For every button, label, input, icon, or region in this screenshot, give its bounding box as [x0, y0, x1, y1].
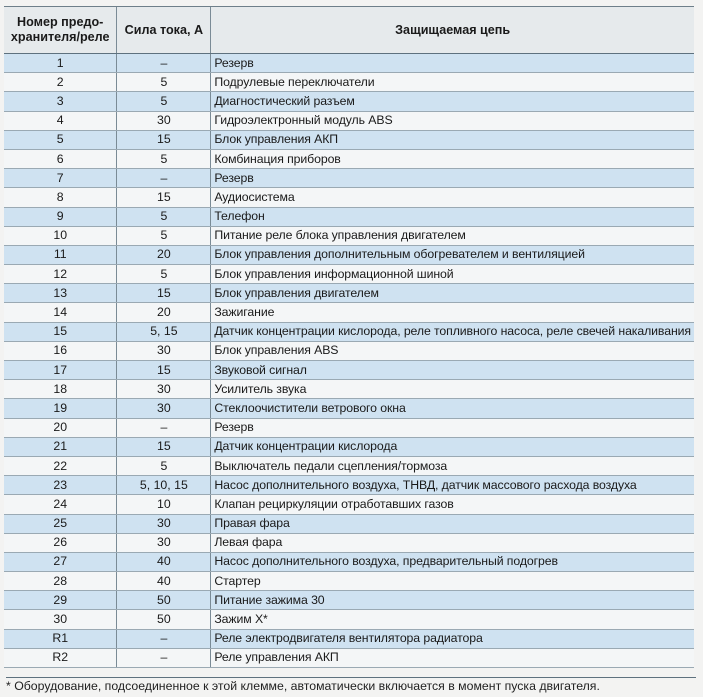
current-cell: 5, 10, 15	[117, 476, 211, 495]
circuit-cell: Питание реле блока управления двигателем	[211, 226, 694, 245]
circuit-cell: Диагностический разъем	[211, 92, 694, 111]
current-cell: 5	[117, 265, 211, 284]
table-row	[4, 111, 694, 130]
fuse-number-cell: R1	[4, 629, 117, 648]
current-cell: 15	[117, 437, 211, 456]
fuse-number-cell: 6	[4, 149, 117, 168]
circuit-cell: Стартер	[211, 572, 694, 591]
table-row	[4, 149, 694, 168]
circuit-cell: Реле управления АКП	[211, 648, 694, 667]
current-cell: 5	[117, 92, 211, 111]
table-row	[4, 341, 694, 360]
circuit-cell: Блок управления ABS	[211, 341, 694, 360]
current-cell: –	[117, 629, 211, 648]
current-cell: 5	[117, 149, 211, 168]
table-row	[4, 245, 694, 264]
circuit-cell: Телефон	[211, 207, 694, 226]
circuit-cell: Звуковой сигнал	[211, 361, 694, 380]
fuse-number-cell: 17	[4, 361, 117, 380]
table-row	[4, 54, 694, 73]
current-cell: 50	[117, 591, 211, 610]
fuse-number-cell: 26	[4, 533, 117, 552]
circuit-cell: Стеклоочистители ветрового окна	[211, 399, 694, 418]
fuse-number-cell: 25	[4, 514, 117, 533]
table-row	[4, 456, 694, 475]
fuse-number-cell: 28	[4, 572, 117, 591]
table-row	[4, 92, 694, 111]
current-cell: 5	[117, 73, 211, 92]
current-cell: 50	[117, 610, 211, 629]
circuit-cell: Гидроэлектронный модуль ABS	[211, 111, 694, 130]
table-row	[4, 399, 694, 418]
table-row	[4, 207, 694, 226]
fuse-number-cell: 18	[4, 380, 117, 399]
table-row	[4, 533, 694, 552]
current-cell: 20	[117, 245, 211, 264]
header-fuse-number: Номер предо-хранителя/реле	[4, 7, 117, 54]
circuit-cell: Насос дополнительного воздуха, предварительный подогрев	[211, 552, 694, 571]
fuse-number-cell: 19	[4, 399, 117, 418]
fuse-number-cell: 29	[4, 591, 117, 610]
current-cell: 5	[117, 207, 211, 226]
footnote: * Оборудование, подсоединенное к этой клемме, автоматически включается в момент пуска двигателя.	[6, 677, 696, 693]
fuse-number-cell: 27	[4, 552, 117, 571]
fuse-number-cell: 13	[4, 284, 117, 303]
table-row	[4, 284, 694, 303]
circuit-cell: Блок управления информационной шиной	[211, 265, 694, 284]
fuse-number-cell: 22	[4, 456, 117, 475]
circuit-cell: Блок управления дополнительным обогревателем и вентиляцией	[211, 245, 694, 264]
table-row	[4, 610, 694, 629]
current-cell: 40	[117, 572, 211, 591]
fuse-table	[4, 7, 694, 668]
table-header-row	[4, 7, 694, 54]
fuse-number-cell: 11	[4, 245, 117, 264]
current-cell: –	[117, 648, 211, 667]
circuit-cell: Резерв	[211, 54, 694, 73]
header-protected-circuit: Защищаемая цепь	[211, 7, 694, 54]
fuse-number-cell: 15	[4, 322, 117, 341]
current-cell: –	[117, 169, 211, 188]
circuit-cell: Правая фара	[211, 514, 694, 533]
table-row	[4, 265, 694, 284]
circuit-cell: Зажим X*	[211, 610, 694, 629]
circuit-cell: Датчик концентрации кислорода, реле топливного насоса, реле свечей накаливания	[211, 322, 694, 341]
current-cell: 30	[117, 111, 211, 130]
table-row	[4, 380, 694, 399]
circuit-cell: Левая фара	[211, 533, 694, 552]
fuse-number-cell: 8	[4, 188, 117, 207]
table-row	[4, 572, 694, 591]
current-cell: 15	[117, 284, 211, 303]
circuit-cell: Усилитель звука	[211, 380, 694, 399]
table-row	[4, 629, 694, 648]
circuit-cell: Насос дополнительного воздуха, ТНВД, датчик массового расхода воздуха	[211, 476, 694, 495]
table-row	[4, 514, 694, 533]
current-cell: 15	[117, 130, 211, 149]
circuit-cell: Блок управления двигателем	[211, 284, 694, 303]
fuse-number-cell: 10	[4, 226, 117, 245]
table-row	[4, 552, 694, 571]
circuit-cell: Клапан рециркуляции отработавших газов	[211, 495, 694, 514]
current-cell: 10	[117, 495, 211, 514]
fuse-number-cell: 9	[4, 207, 117, 226]
current-cell: 30	[117, 380, 211, 399]
circuit-cell: Резерв	[211, 418, 694, 437]
circuit-cell: Аудиосистема	[211, 188, 694, 207]
table-row	[4, 303, 694, 322]
current-cell: 5, 15	[117, 322, 211, 341]
fuse-number-cell: 5	[4, 130, 117, 149]
fuse-table-container	[4, 6, 694, 668]
current-cell: –	[117, 54, 211, 73]
table-row	[4, 130, 694, 149]
table-row	[4, 73, 694, 92]
table-row	[4, 418, 694, 437]
fuse-number-cell: 20	[4, 418, 117, 437]
current-cell: 30	[117, 341, 211, 360]
table-row	[4, 361, 694, 380]
fuse-number-cell: 3	[4, 92, 117, 111]
table-row	[4, 169, 694, 188]
fuse-number-cell: 23	[4, 476, 117, 495]
header-current: Сила тока, А	[117, 7, 211, 54]
table-row	[4, 226, 694, 245]
current-cell: 15	[117, 361, 211, 380]
fuse-number-cell: 30	[4, 610, 117, 629]
current-cell: 30	[117, 399, 211, 418]
circuit-cell: Блок управления АКП	[211, 130, 694, 149]
current-cell: 30	[117, 514, 211, 533]
fuse-number-cell: 4	[4, 111, 117, 130]
current-cell: 5	[117, 456, 211, 475]
circuit-cell: Датчик концентрации кислорода	[211, 437, 694, 456]
circuit-cell: Зажигание	[211, 303, 694, 322]
table-row	[4, 476, 694, 495]
fuse-number-cell: 12	[4, 265, 117, 284]
current-cell: 30	[117, 533, 211, 552]
fuse-number-cell: 21	[4, 437, 117, 456]
current-cell: 5	[117, 226, 211, 245]
fuse-number-cell: 24	[4, 495, 117, 514]
fuse-number-cell: 1	[4, 54, 117, 73]
circuit-cell: Комбинация приборов	[211, 149, 694, 168]
table-row	[4, 437, 694, 456]
fuse-number-cell: R2	[4, 648, 117, 667]
table-row	[4, 188, 694, 207]
circuit-cell: Питание зажима 30	[211, 591, 694, 610]
table-row	[4, 322, 694, 341]
fuse-number-cell: 14	[4, 303, 117, 322]
table-row	[4, 648, 694, 667]
circuit-cell: Подрулевые переключатели	[211, 73, 694, 92]
current-cell: 40	[117, 552, 211, 571]
circuit-cell: Резерв	[211, 169, 694, 188]
current-cell: 20	[117, 303, 211, 322]
circuit-cell: Выключатель педали сцепления/тормоза	[211, 456, 694, 475]
fuse-number-cell: 16	[4, 341, 117, 360]
current-cell: 15	[117, 188, 211, 207]
fuse-number-cell: 7	[4, 169, 117, 188]
table-row	[4, 495, 694, 514]
table-row	[4, 591, 694, 610]
fuse-number-cell: 2	[4, 73, 117, 92]
current-cell: –	[117, 418, 211, 437]
circuit-cell: Реле электродвигателя вентилятора радиатора	[211, 629, 694, 648]
